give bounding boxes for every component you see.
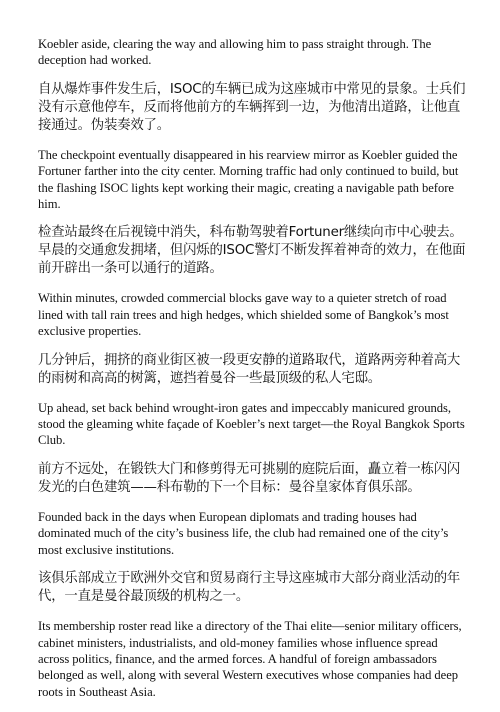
paragraph-en-2: The checkpoint eventually disappeared in his rearview mirror as Koebler guided the Fortuner farther into the city center. Morning traffic had only continued to build, but the flashing ISOC lights kept working their magic, creating a navigable path before him. <box>38 147 459 212</box>
paragraph-en-4: Up ahead, set back behind wrought-iron gates and impeccably manicured grounds, stood the gleaming white façade of Koebler’s next target—the Royal Bangkok Sports Club. <box>38 400 465 448</box>
paragraph-en-1: Koebler aside, clearing the way and allowing him to pass straight through. The deception had worked. <box>38 37 432 68</box>
paragraph-en-5: Founded back in the days when European diplomats and trading houses had dominated much of the city’s business life, the club had remained one of the city’s most exclusive institutions. <box>38 509 449 557</box>
paragraph-zh-3: 几分钟后，拥挤的商业街区被一段更安静的道路取代，道路两旁种着高大的雨树和高高的树篱，遮挡着曼谷一些最顶级的私人宅邸。 <box>38 352 461 386</box>
document-page <box>38 36 470 712</box>
paragraph-zh-1: 自从爆炸事件发生后，ISOC的车辆已成为这座城市中常见的景象。士兵们没有示意他停车，反而将他前方的车辆挥到一边，为他清出道路，让他直接通过。伪装奏效了。 <box>38 81 466 133</box>
paragraph-zh-5: 该俱乐部成立于欧洲外交官和贸易商行主导这座城市大部分商业活动的年代，一直是曼谷最顶级的机构之一。 <box>38 571 461 605</box>
paragraph-en-6: Its membership roster read like a directory of the Thai elite—senior military officers, cabinet ministers, industrialists, and old-money families whose influence spread across politics, finance, and the armed forces. A handful of foreign ambassadors belonged as well, along with several Western executives whose companies had deep roots in Southeast Asia. <box>38 619 462 699</box>
paragraph-zh-2: 检查站最终在后视镜中消失，科布勒驾驶着Fortuner继续向市中心驶去。早晨的交通愈发拥堵，但闪烁的ISOC警灯不断发挥着神奇的效力，在他面前开辟出一条可以通行的道路。 <box>38 225 466 277</box>
paragraph-en-3: Within minutes, crowded commercial blocks gave way to a quieter stretch of road lined with tall rain trees and high hedges, which shielded some of Bangkok’s most exclusive properties. <box>38 291 449 339</box>
paragraph-zh-4: 前方不远处，在锻铁大门和修剪得无可挑剔的庭院后面，矗立着一栋闪闪发光的白色建筑——科布勒的下一个目标：曼谷皇家体育俱乐部。 <box>38 461 461 495</box>
